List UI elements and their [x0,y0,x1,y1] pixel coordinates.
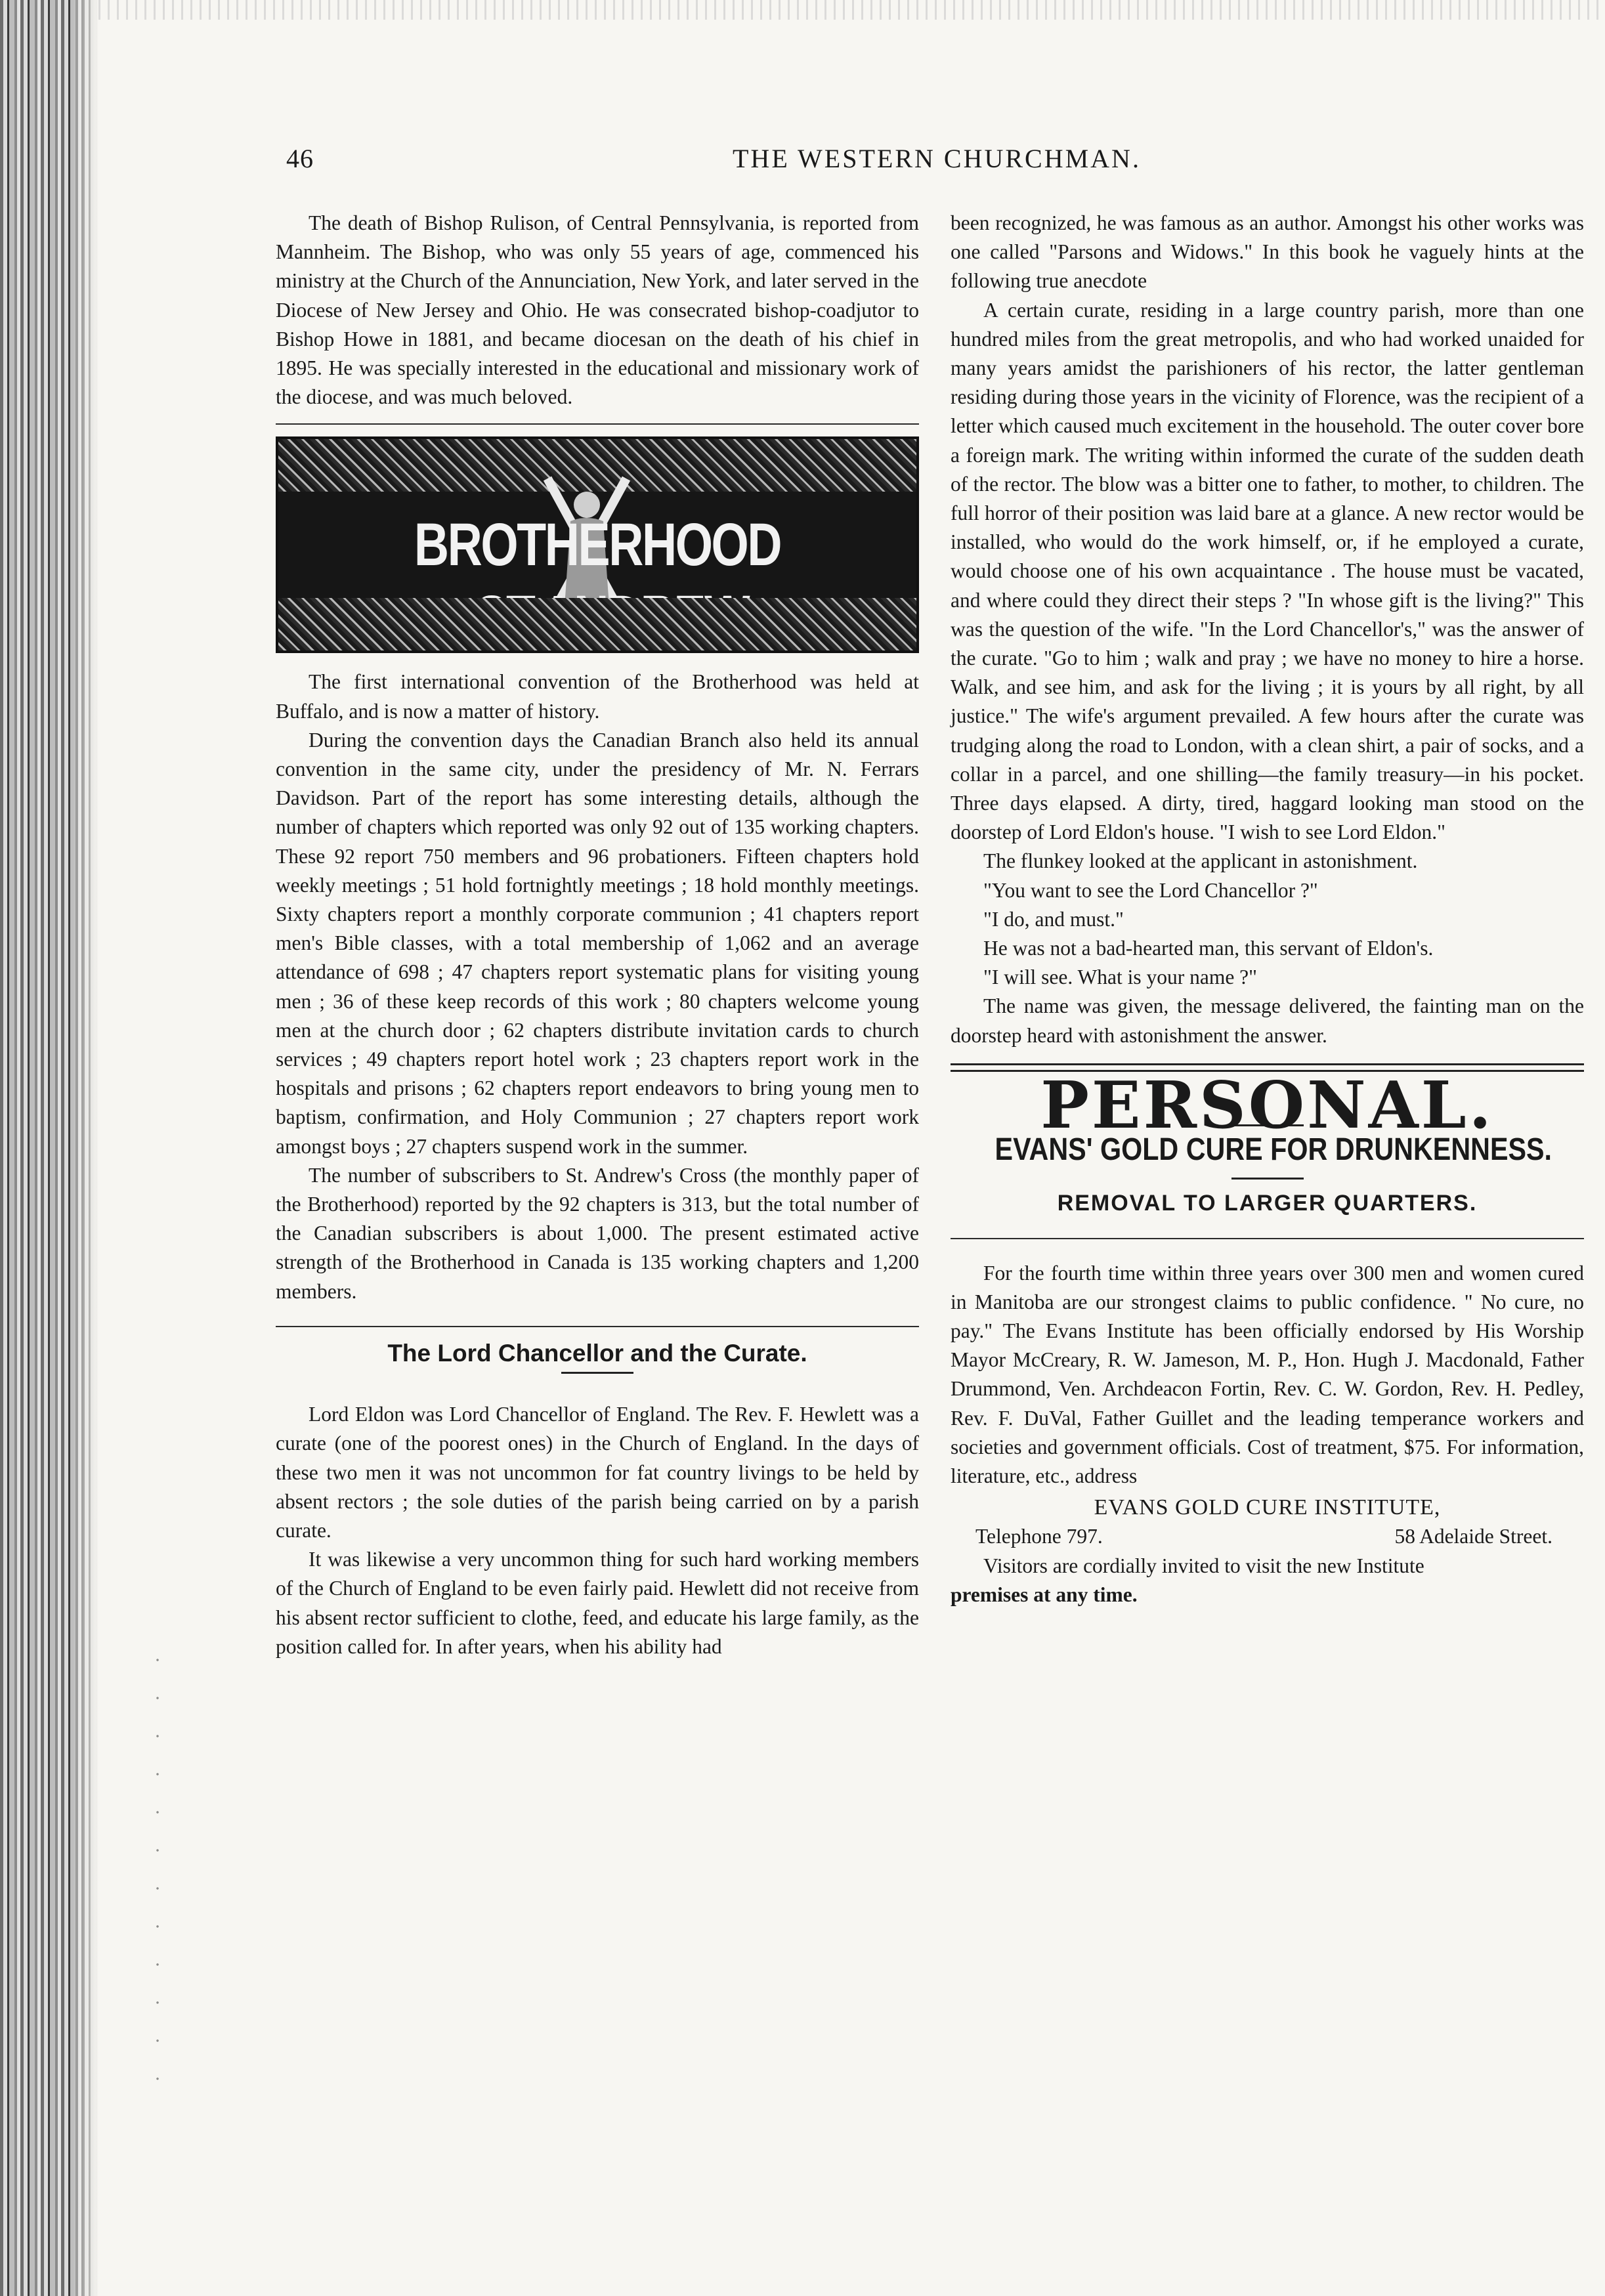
story-paragraph: He was not a bad-hearted man, this servant of Eldon's. [983,937,1434,960]
street-address: 58 Adelaide Street. [1394,1525,1552,1548]
story-paragraph: It was likewise a very uncommon thing for such hard working members of the Church of England to be even fairly paid. Hewlett did not receive from his absent rector sufficient to clothe, feed, and educate his large family, as the position called for. In after years, when his ability had [276,1548,919,1658]
advertisement-subhead: REMOVAL TO LARGER QUARTERS. [1057,1191,1478,1216]
story-paragraph: The flunkey looked at the applicant in astonishment. [983,849,1418,873]
banner-word-brotherhood: BROTHERHOOD [414,511,781,579]
title-underline [561,1372,633,1374]
story-paragraph: Lord Eldon was Lord Chancellor of England. The Rev. F. Hewlett was a curate (one of the poorest ones) in the Church of England. In the days of these two men it was not uncommon for fat country livings to be held by absent rectors ; the sole duties of the parish being carried on by a parish curate. [276,1403,919,1542]
divider [276,423,919,425]
page-binding-edge [0,0,98,2296]
brotherhood-paragraph: During the convention days the Canadian Branch also held its annual convention in the same city, under the presidency of Mr. N. Ferrars Davidson. Part of the report has some interesting details, although the number of chapters which reported was only 92 out of 135 working chapters. These 92 report 750 members and 96 probationers. Fifteen chapters hold weekly meetings ; 51 hold fortnightly meetings ; 18 hold monthly meetings. Sixty chapters report a monthly corporate communion ; 41 chapters report men's Bible classes, with a total membership of 1,062 and an average attendance of 698 ; 47 chapters report systematic plans for visiting young men ; 36 of these keep records of this work ; 80 chapters welcome young men at the church door ; 62 chapters distribute invitation cards to church services ; 49 chapters report hotel work ; 23 chapters report work in the hospitals and prisons ; 62 chapters report endeavors to bring young men to baptism, confirmation, and Holy Communion ; 27 chapters report work amongst boys ; 27 chapters suspend work in the summer. [276,728,919,1158]
banner-title [349,509,845,581]
page-number: 46 [286,144,314,173]
visitors-note-end: premises at any time. [951,1583,1138,1606]
story-paragraph: "You want to see the Lord Chancellor ?" [983,878,1318,902]
brotherhood-banner [276,436,919,653]
institute-name: EVANS GOLD CURE INSTITUTE, [1094,1495,1441,1520]
banner-ornament-bottom [278,598,916,650]
story-title: The Lord Chancellor and the Curate. [387,1339,807,1367]
running-title: THE WESTERN CHURCHMAN. [733,144,1141,173]
advertisement-body: For the fourth time within three years over 300 men and women cured in Manitoba are our strongest claims to public confidence. " No cure, no pay." The Evans Institute has been officially endorsed by His Worship Mayor McCreary, R. W. Jameson, M. P., Hon. Hugh J. Macdonald, Father Drummond, Ven. Archdeacon Fortin, Rev. C. W. Gordon, Rev. H. Pedley, Rev. F. DuVal, Father Guillet and the leading temperance workers and societies and government officials. Cost of treatment, $75. For information, literature, etc., address [951,1261,1584,1487]
story-paragraph: "I do, and must." [983,907,1124,931]
right-column [951,209,1584,1609]
headline-underline [1231,1178,1304,1180]
personal-heading: PERSONAL. [1040,1067,1494,1143]
contact-line [951,1522,1584,1551]
divider [276,1326,919,1327]
story-paragraph: A certain curate, residing in a large country parish, more than one hundred miles from the great metropolis, and who had worked unaided for many years amidst the parishioners of his rector, the latter gentleman residing during those years in the vicinity of Florence, was the recipient of a letter which caused much excitement in the household. The outer cover bore a foreign mark. The writing within informed the curate of the sudden death of the rector. The blow was a bitter one to father, to mother, to children. The full horror of their position was laid bare at a glance. A new rector would be installed, who would do the work himself, or, if he employed a curate, would choose one of his own acquaintance . The house must be vacated, and where could they direct their steps ? "In whose gift is the living?" This was the question of the wife. "In the Lord Chancellor's," was the answer of the curate. "Go to him ; walk and pray ; we have no money to hire a horse. Walk, and see him, and ask for the living ; it is yours by all right, by all justice." The wife's argument prevailed. A few hours after the curate was trudging along the road to London, with a clean shirt, a pair of socks, and a collar in a parcel, and one shilling—the family treasury—in his pocket. Three days elapsed. A dirty, tired, haggard looking man stood on the doorstep of Lord Eldon's house. "I wish to see Lord Eldon." [951,298,1584,844]
visitors-note: Visitors are cordially invited to visit the new Institute [983,1554,1424,1577]
divider [951,1238,1584,1239]
story-paragraph: The name was given, the message delivered, the fainting man on the doorstep heard with astonishment the answer. [951,994,1584,1047]
advertisement-headline: EVANS' GOLD CURE FOR DRUNKENNESS. [995,1132,1552,1168]
brotherhood-paragraph: The number of subscribers to St. Andrew's Cross (the monthly paper of the Brotherhood) reported by the 92 chapters is 313, but the total number of the Canadian subscribers is about 1,000. The present estimated active strength of the Brotherhood in Canada is 135 working chapters and 1,200 members. [276,1163,919,1303]
telephone-number: Telephone 797. [975,1525,1103,1548]
rulison-paragraph: The death of Bishop Rulison, of Central Pennsylvania, is reported from Mannheim. The Bishop, who was only 55 years of age, commenced his ministry at the Church of the Annunciation, New York, and later served in the Diocese of New Jersey and Ohio. He was consecrated bishop-coadjutor to Bishop Howe in 1881, and became diocesan on the death of his chief in 1895. He was specially interested in the educational and missionary work of the diocese, and was much beloved. [276,211,919,409]
story-paragraph: "I will see. What is your name ?" [983,966,1258,989]
left-column [276,209,919,1661]
brotherhood-paragraph: The first international convention of the Brotherhood was held at Buffalo, and is now a matter of history. [276,670,919,723]
page-header [286,143,1593,182]
print-specks [144,1641,171,2100]
story-paragraph: been recognized, he was famous as an author. Amongst his other works was one called "Parsons and Widows." In this book he vaguely hints at the following true anecdote [951,211,1584,293]
page-top-edge [98,0,1605,20]
